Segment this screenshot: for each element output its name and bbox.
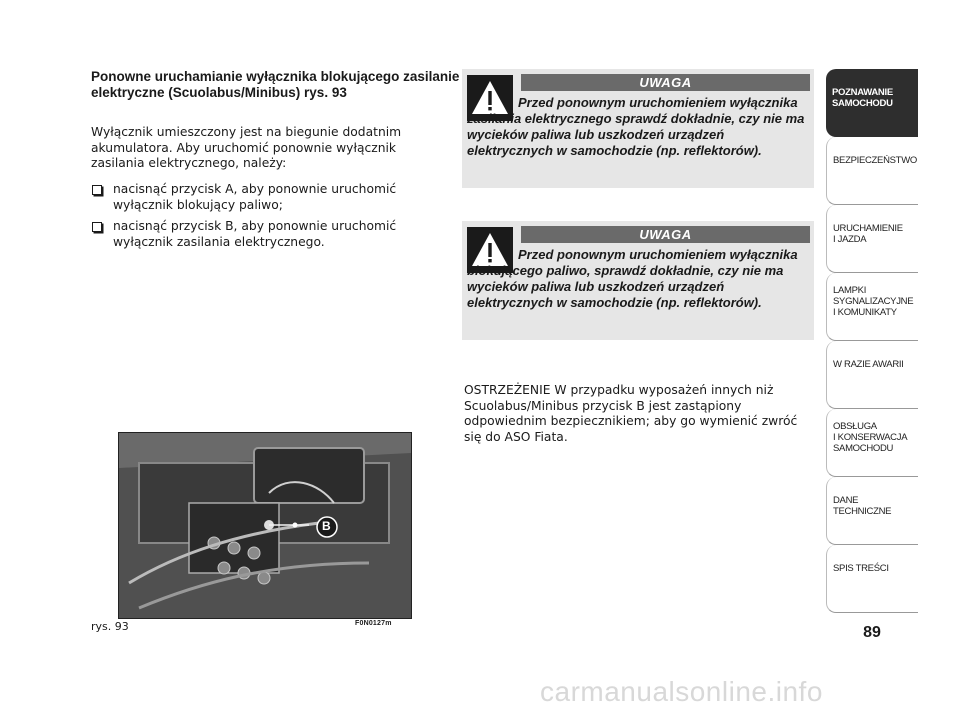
tab-w-razie-awarii[interactable]: W RAZIE AWARII	[826, 341, 918, 409]
warning-text: Przed ponownym uruchomieniem wyłącznika zasilania elektrycznego sprawdź dokładnie, czy nie ma wycieków paliwa lub uszkodzeń urządzeń elektrycznych w samochodzie (np. reflektorów).	[467, 95, 805, 158]
battery-switch-photo	[118, 432, 412, 619]
warning-box	[462, 221, 814, 340]
list-item: nacisnąć przycisk B, aby ponownie uruchomić wyłącznik zasilania elektrycznego.	[91, 219, 436, 250]
list-item: nacisnąć przycisk A, aby ponownie uruchomić wyłącznik blokujący paliwo;	[91, 182, 436, 213]
page-number: 89	[863, 624, 881, 641]
note-paragraph: OSTRZEŻENIE W przypadku wyposażeń innych niż Scuolabus/Minibus przycisk B jest zastąpiony odpowiednim bezpiecznikiem; aby go wymienić zwróć się do ASO Fiata.	[464, 383, 798, 444]
checkbox-bullet-icon	[92, 222, 102, 232]
instruction-list	[91, 182, 436, 256]
tab-dane-techniczne[interactable]: DANE TECHNICZNE	[826, 477, 918, 545]
tab-uruchamienie-i-jazda[interactable]: URUCHAMIENIE I JAZDA	[826, 205, 918, 273]
battery-illustration-icon	[119, 433, 411, 618]
warning-text: Przed ponownym uruchomieniem wyłącznika blokującego paliwo, sprawdź dokładnie, czy nie ma wycieków paliwa lub uszkodzeń urządzeń elektrycznych w samochodzie (np. reflektorów).	[467, 247, 798, 310]
watermark: carmanualsonline.info	[540, 676, 823, 707]
warning-box	[462, 69, 814, 188]
section-heading: Ponowne uruchamianie wyłącznika blokującego zasilanie elektryczne (Scuolabus/Minibus) rys. 93	[91, 69, 460, 100]
warning-label: UWAGA	[521, 74, 810, 91]
warning-label: UWAGA	[521, 226, 810, 243]
tab-bezpieczenstwo[interactable]: BEZPIECZEŃSTWO	[826, 137, 918, 205]
tab-lampki-sygnalizacyjne[interactable]: LAMPKI SYGNALIZACYJNE I KOMUNIKATY	[826, 273, 918, 341]
figure-code: F0N0127m	[355, 620, 392, 627]
chapter-tabs	[826, 69, 918, 613]
intro-paragraph: Wyłącznik umieszczony jest na biegunie dodatnim akumulatora. Aby uruchomić ponownie wyłącznik zasilania elektrycznego, należy:	[91, 125, 402, 170]
tab-spis-tresci[interactable]: SPIS TREŚCI	[826, 545, 918, 613]
checkbox-bullet-icon	[92, 185, 102, 195]
tab-obsluga-i-konserwacja[interactable]: OBSŁUGA I KONSERWACJA SAMOCHODU	[826, 409, 918, 477]
callout-label: B	[322, 519, 331, 533]
tab-poznawanie-samochodu[interactable]: POZNAWANIE SAMOCHODU	[826, 69, 918, 137]
figure-caption: rys. 93	[91, 620, 129, 633]
